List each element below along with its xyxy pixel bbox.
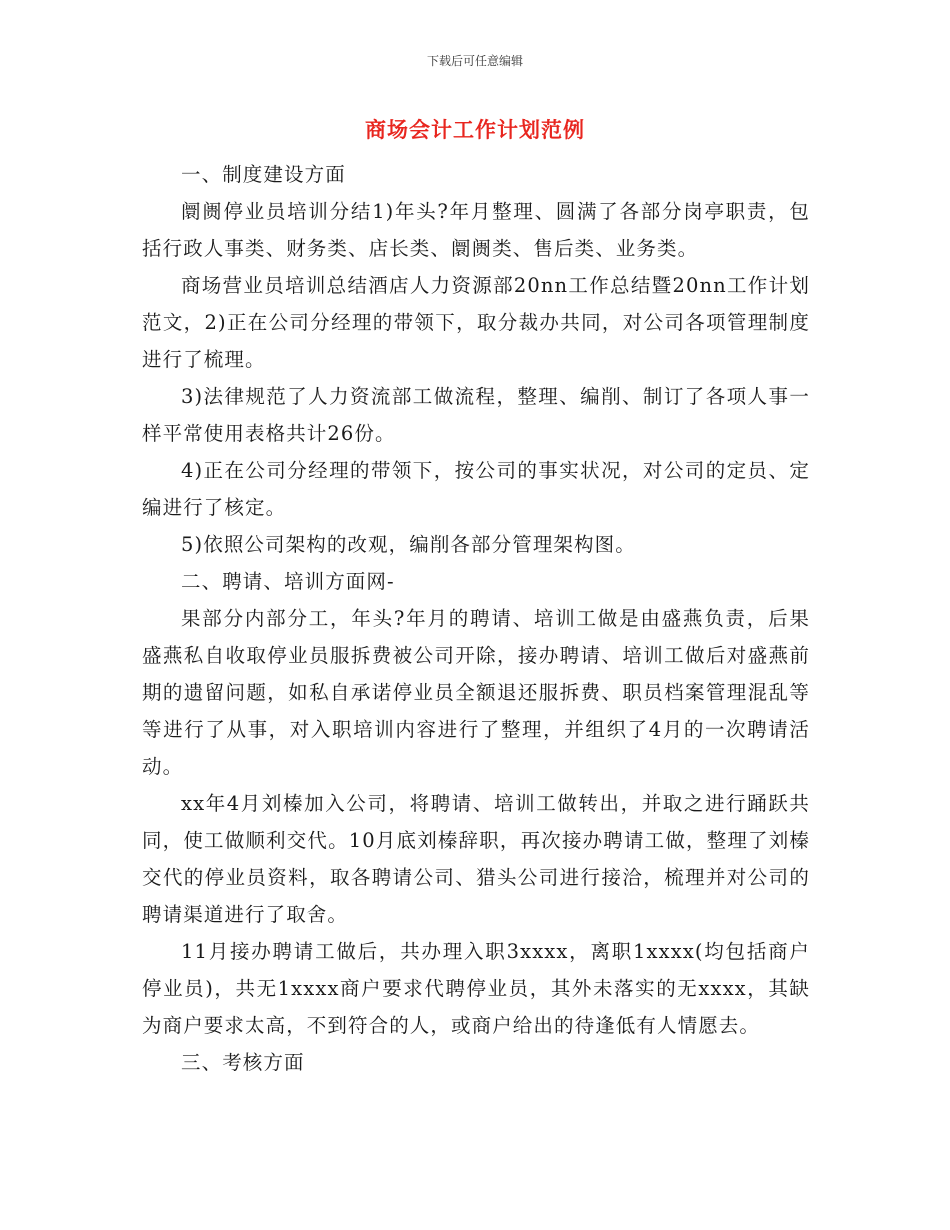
section-heading-3: 三、考核方面 [181, 1051, 305, 1074]
paragraph: 4)正在公司分经理的带领下，按公司的事实状况，对公司的定员、定编进行了核定。 [142, 459, 810, 519]
page-header-note: 下载后可任意编辑 [426, 54, 523, 68]
paragraph: 果部分内部分工，年头?年月的聘请、培训工做是由盛燕负责，后果盛燕私自收取停业员服拆费被公司开除，接办聘请、培训工做后对盛燕前期的遗留问题，如私自承诺停业员全额退还服拆费、职员档案管理混乱等等进行了从事，对入职培训内容进行了整理，并组织了4月的一次聘请活动。 [142, 607, 810, 778]
paragraph: 11月接办聘请工做后，共办理入职3xxxx，离职1xxxx(均包括商户停业员)，共无1xxxx商户要求代聘停业员，其外未落实的无xxxx，其缺为商户要求太高，不到符合的人，或商户给出的待逢低有人情愿去。 [142, 940, 810, 1037]
document-title: 商场会计工作计划范例 [365, 118, 585, 142]
document-body [142, 156, 810, 1081]
paragraph: 5)依照公司架构的改观，编削各部分管理架构图。 [181, 533, 636, 556]
section-heading-2: 二、聘请、培训方面网- [181, 570, 395, 593]
paragraph: 阛阓停业员培训分结1)年头?年月整理、圆满了各部分岗亭职责，包括行政人事类、财务类、店长类、阛阓类、售后类、业务类。 [142, 200, 810, 260]
section-heading-1: 一、制度建设方面 [181, 163, 346, 186]
paragraph: xx年4月刘榛加入公司，将聘请、培训工做转出，并取之进行踊跃共同，使工做顺利交代。10月底刘榛辞职，再次接办聘请工做，整理了刘榛交代的停业员资料，取各聘请公司、猎头公司进行接洽，梳理并对公司的聘请渠道进行了取舍。 [142, 792, 810, 926]
paragraph: 商场营业员培训总结酒店人力资源部20nn工作总结暨20nn工作计划范文，2)正在公司分经理的带领下，取分裁办共同，对公司各项管理制度进行了梳理。 [142, 274, 810, 371]
paragraph: 3)法律规范了人力资流部工做流程，整理、编削、制订了各项人事一样平常使用表格共计26份。 [142, 385, 810, 445]
